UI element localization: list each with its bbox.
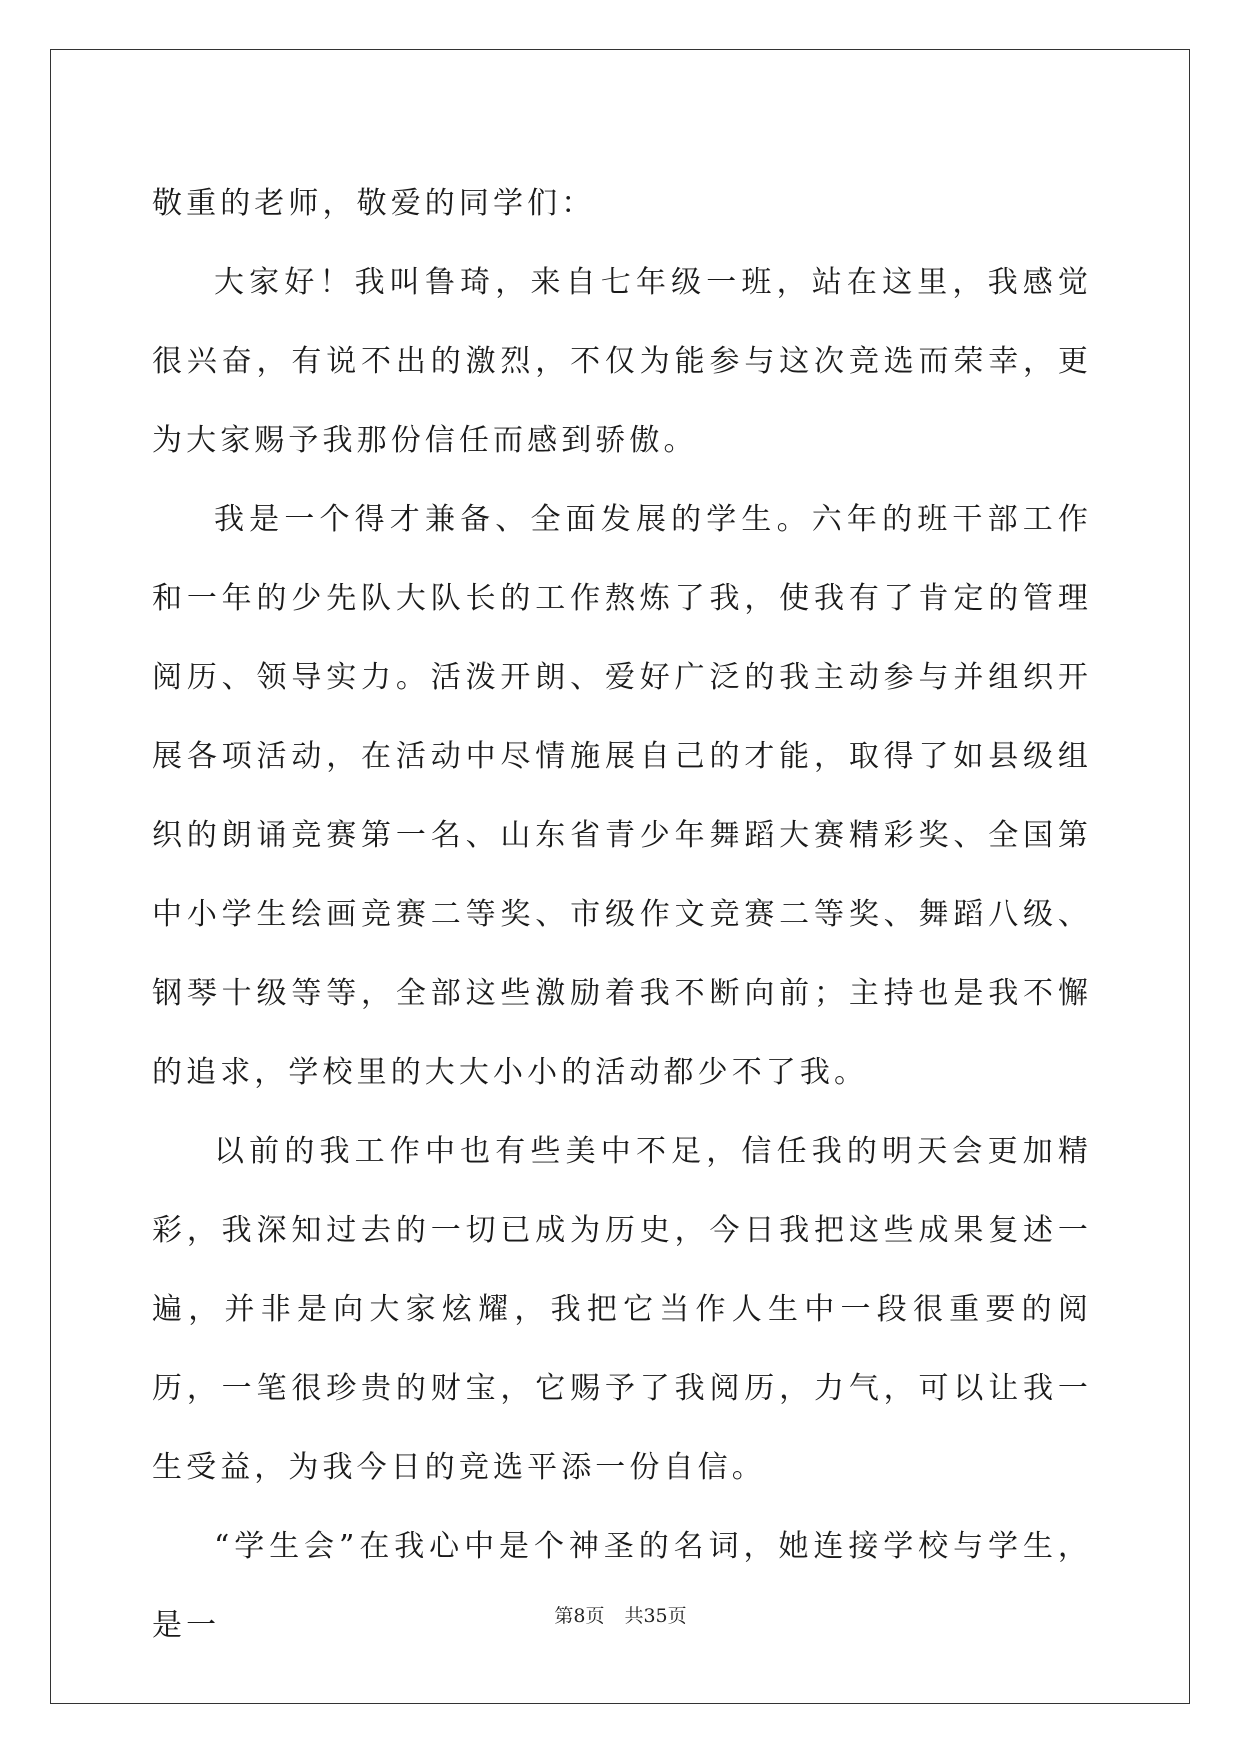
reflection-paragraph: 以前的我工作中也有些美中不足，信任我的明天会更加精彩，我深知过去的一切已成为历史，今日我把这些成果复述一遍，并非是向大家炫耀，我把它当作人生中一段很重要的阅历，一笔很珍贵的财宝，它赐予了我阅历，力气，可以让我一生受益，为我今日的竞选平添一份自信。 — [152, 1134, 1092, 1485]
greeting-paragraph: 大家好！我叫鲁琦，来自七年级一班，站在这里，我感觉很兴奋，有说不出的激烈，不仅为能参与这次竞选而荣幸，更为大家赐予我那份信任而感到骄傲。 — [152, 265, 1092, 458]
page-total: 共35页 — [624, 1605, 687, 1627]
achievements-paragraph: 我是一个得才兼备、全面发展的学生。六年的班干部工作和一年的少先队大队长的工作熬炼了我，使我有了肯定的管理阅历、领导实力。活泼开朗、爱好广泛的我主动参与并组织开展各项活动，在活动中尽情施展自己的才能，取得了如县级组织的朗诵竞赛第一名、山东省青少年舞蹈大赛精彩奖、全国第中小学生绘画竞赛二等奖、市级作文竞赛二等奖、舞蹈八级、钢琴十级等等，全部这些激励着我不断向前；主持也是我不懈的追求，学校里的大大小小的活动都少不了我。 — [152, 502, 1092, 1090]
document-body — [152, 164, 1092, 1665]
page-footer — [0, 1601, 1241, 1628]
page-number: 第8页 — [554, 1605, 605, 1627]
student-union-paragraph: “学生会”在我心中是个神圣的名词，她连接学校与学生，是一 — [152, 1529, 1092, 1643]
salutation-paragraph: 敬重的老师，敬爱的同学们： — [152, 186, 596, 221]
